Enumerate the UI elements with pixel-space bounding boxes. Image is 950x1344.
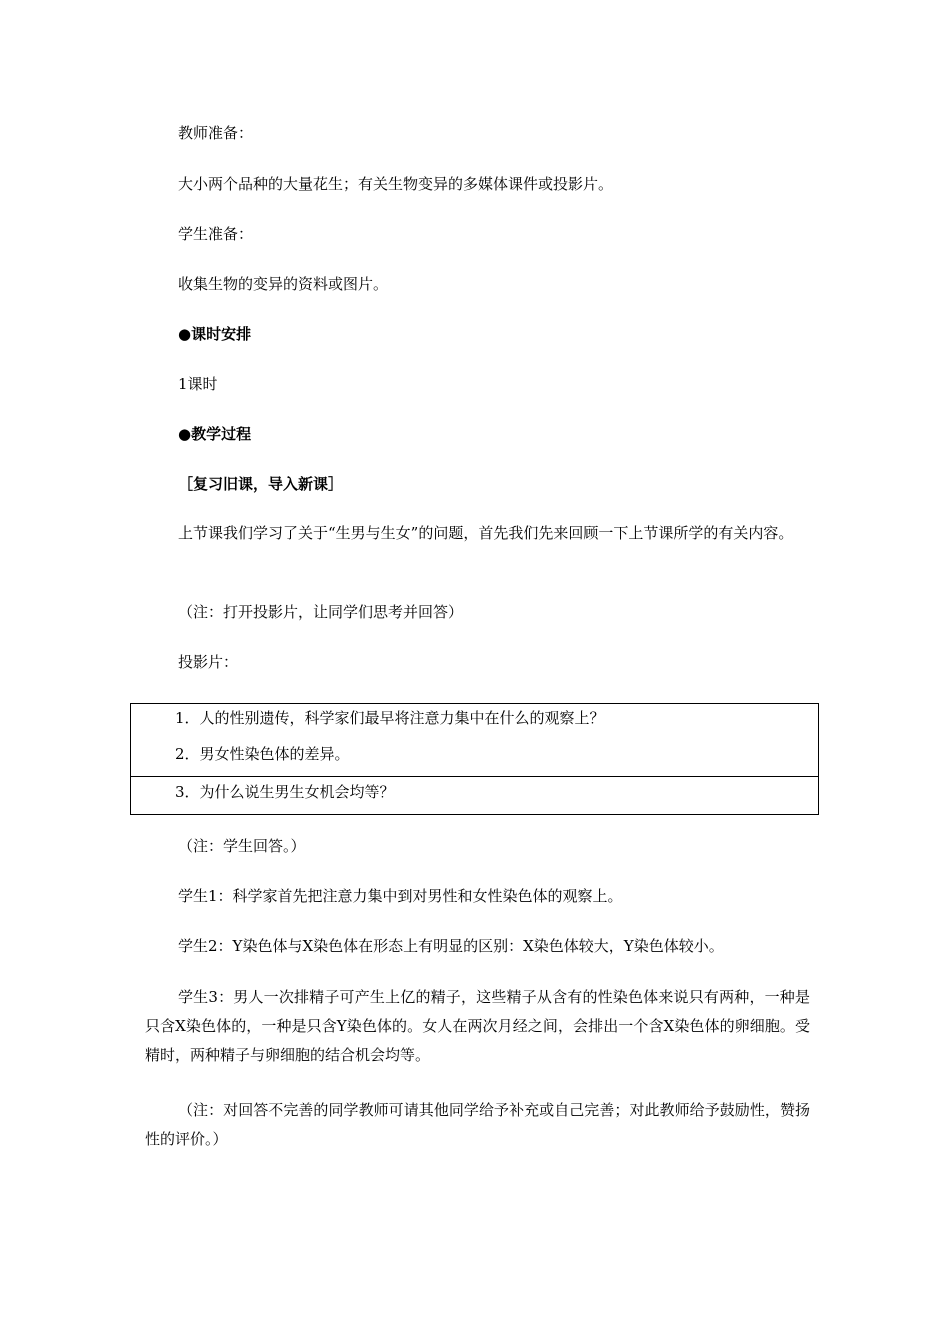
student-answer-2: 学生2：Y染色体与X染色体在形态上有明显的区别：X染色体较大，Y染色体较小。 (178, 937, 724, 955)
process-subheading: ［复习旧课，导入新课］ (178, 475, 344, 493)
schedule-content: 1课时 (178, 375, 218, 393)
projector-divider (131, 776, 818, 777)
student-prep-content: 收集生物的变异的资料或图片。 (178, 275, 389, 293)
note-open-projector: （注：打开投影片，让同学们思考并回答） (178, 603, 464, 621)
note-answer: （注：学生回答。） (178, 837, 306, 855)
schedule-heading: ●课时安排 (178, 325, 252, 343)
student-prep-heading: 学生准备： (178, 225, 254, 243)
teacher-prep-heading: 教师准备： (178, 124, 254, 142)
student-answer-3: 学生3：男人一次排精子可产生上亿的精子，这些精子从含有的性染色体来说只有两种，一种是只含X染色体的，一种是只含Y染色体的。女人在两次月经之间，会排出一个含X染色体的卵细胞。受精时，两种精子与卵细胞的结合机会均等。 (145, 988, 810, 1064)
projector-label: 投影片： (178, 653, 239, 671)
projector-item-2: 2．男女性染色体的差异。 (175, 745, 350, 763)
projector-item-3: 3．为什么说生男生女机会均等？ (175, 783, 395, 801)
projector-box (130, 703, 819, 815)
process-heading: ●教学过程 (178, 425, 252, 443)
note-final: （注：对回答不完善的同学教师可请其他同学给予补充或自己完善；对此教师给予鼓励性，赞扬性的评价。） (145, 1101, 810, 1148)
teacher-prep-content: 大小两个品种的大量花生；有关生物变异的多媒体课件或投影片。 (178, 175, 614, 193)
student-answer-1: 学生1：科学家首先把注意力集中到对男性和女性染色体的观察上。 (178, 887, 623, 905)
intro-paragraph: 上节课我们学习了关于“生男与生女”的问题，首先我们先来回顾一下上节课所学的有关内容。 (178, 524, 794, 542)
projector-item-1: 1．人的性别遗传，科学家们最早将注意力集中在什么的观察上？ (175, 709, 605, 727)
